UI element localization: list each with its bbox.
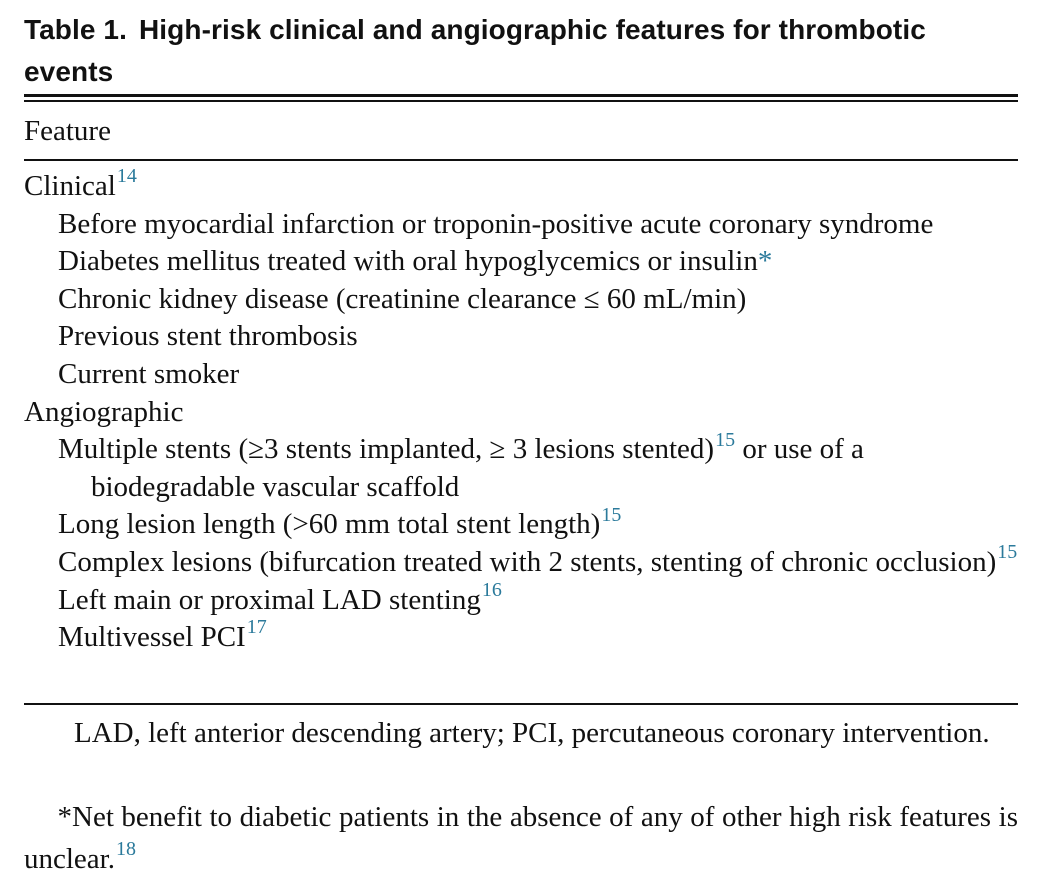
table-title-text: High-risk clinical and angiographic features for thrombotic events (24, 14, 926, 87)
ref-link[interactable]: 15 (997, 541, 1018, 564)
table-label: Table 1. (24, 14, 127, 45)
ref-link[interactable]: 15 (601, 503, 622, 526)
ref-link[interactable]: 18 (115, 838, 136, 861)
ref-link[interactable]: 17 (246, 616, 267, 639)
header-rule (24, 159, 1018, 161)
table-row: Long lesion length (>60 mm total stent length)$^{15}$ (58, 503, 622, 541)
section-heading-clinical: Clinical$^{14}$ (24, 165, 137, 202)
ref-link[interactable]: 15 (715, 428, 736, 451)
table-row: Multiple stents (≥3 stents implanted, ≥ 3 lesions stented)$^{15}$ or use of a biodegradable vascular scaffold (58, 428, 864, 503)
table-title (24, 9, 1018, 93)
section-heading-angiographic: Angiographic (24, 395, 184, 428)
footnote-diabetes: *Net benefit to diabetic patients in the absence of any of other high risk features is unclear.$^{18}$ (24, 796, 1018, 880)
table-row: Left main or proximal LAD stenting$^{16}$ (58, 578, 502, 616)
ref-link[interactable]: 14 (116, 165, 137, 188)
table-row: Current smoker (58, 357, 240, 390)
footnote-marker: * (57, 801, 72, 833)
footnote-marker-link[interactable]: * (757, 245, 773, 278)
footnote-abbreviations: LAD, left anterior descending artery; PCI, percutaneous coronary intervention. (74, 717, 990, 749)
table-row: Before myocardial infarction or troponin-positive acute coronary syndrome (58, 207, 934, 240)
bottom-rule (24, 703, 1018, 705)
table-row: Previous stent thrombosis (58, 320, 358, 353)
column-header-feature: Feature (24, 115, 111, 147)
table-row: Diabetes mellitus treated with oral hypoglycemics or insulin* (58, 245, 773, 278)
table-body (24, 165, 1018, 657)
top-double-rule-2 (24, 100, 1018, 102)
ref-link[interactable]: 16 (481, 578, 502, 601)
table-row: Chronic kidney disease (creatinine clearance ≤ 60 mL/min) (58, 282, 747, 315)
table-row: Multivessel PCI$^{17}$ (58, 616, 267, 654)
top-double-rule-1 (24, 94, 1018, 97)
table-row: Complex lesions (bifurcation treated with 2 stents, stenting of chronic occlusion)$^{15}$ (58, 541, 1018, 578)
